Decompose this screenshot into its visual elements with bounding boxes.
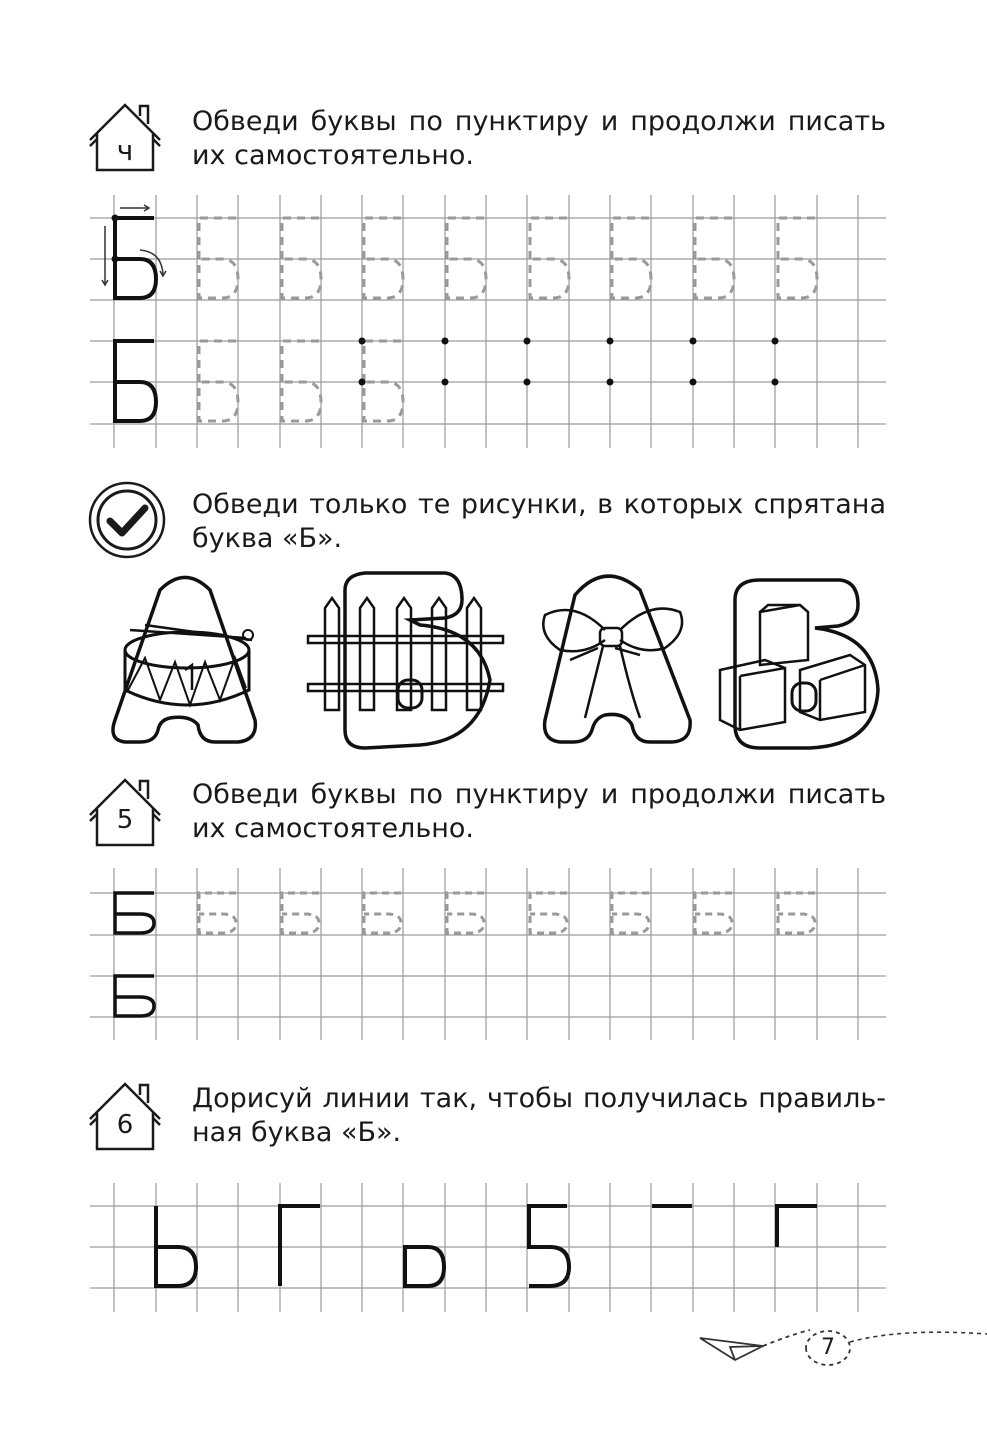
task5-text-line1: Обведи буквы по пунктиру и продолжи писать — [192, 779, 886, 810]
dashed-letters-small — [199, 893, 815, 933]
task4-instructions — [192, 105, 886, 173]
task4-text-line2: их самостоятельно. — [192, 140, 474, 171]
cubes-in-letter-b[interactable] — [720, 580, 878, 748]
check-text-line2: буква «Б». — [192, 523, 343, 554]
fence-in-letter-b[interactable] — [308, 573, 503, 748]
task6-instructions — [192, 1082, 886, 1150]
paper-plane-icon — [700, 1330, 810, 1360]
task6-text-line2: ная буква «Б». — [192, 1117, 402, 1148]
task5-number: 5 — [116, 805, 134, 835]
task6-number: 6 — [116, 1110, 134, 1140]
task4-number: ч — [116, 134, 134, 167]
task4-text-line1: Обведи буквы по пунктиру и продолжи писать — [192, 106, 886, 137]
bow-in-letter-a[interactable] — [543, 576, 690, 742]
dashed-letters-row1 — [199, 218, 817, 298]
task5-text-line2: их самостоятельно. — [192, 813, 474, 844]
sample-letter-b — [115, 218, 156, 298]
check-task-instructions — [192, 488, 886, 556]
dashed-letters-row2 — [199, 341, 403, 421]
checkmark-icon — [90, 483, 164, 557]
task6-text-line1: Дорисуй линии так, чтобы получилась правиль- — [192, 1083, 886, 1114]
page-number: 7 — [821, 1335, 835, 1360]
check-text-line1: Обведи только те рисунки, в которых спрятана — [192, 489, 886, 520]
drum-in-letter-a[interactable] — [113, 578, 255, 743]
task5-instructions — [192, 778, 886, 846]
task4-grid — [90, 195, 886, 448]
task6-grid — [90, 1183, 886, 1312]
